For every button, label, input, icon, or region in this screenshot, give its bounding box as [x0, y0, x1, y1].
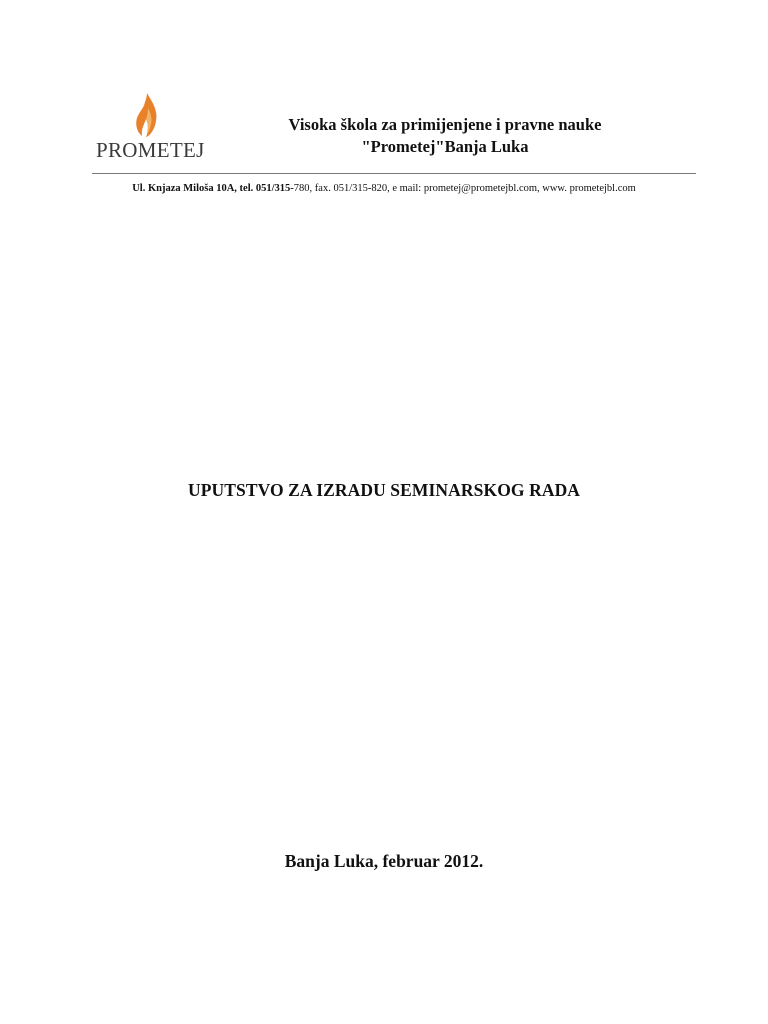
institution-line-1: Visoka škola za primijenjene i pravne nauke — [288, 115, 602, 134]
address-line — [0, 183, 768, 194]
address-street-phone: Ul. Knjaza Miloša 10A, tel. 051/315- — [132, 183, 294, 194]
header-divider — [92, 173, 696, 174]
logo-text: PROMETEJ — [96, 138, 205, 162]
place-and-date: Banja Luka, februar 2012. — [284, 851, 484, 871]
institution-name — [230, 114, 660, 158]
institution-line-2: "Prometej"Banja Luka — [361, 137, 529, 156]
document-title: UPUTSTVO ZA IZRADU SEMINARSKOG RADA — [187, 480, 581, 500]
prometej-logo — [92, 92, 204, 164]
address-contact: 780, fax. 051/315-820, e mail: prometej@prometejbl.com, www. prometejbl.com — [293, 183, 636, 194]
flame-icon — [134, 92, 160, 138]
